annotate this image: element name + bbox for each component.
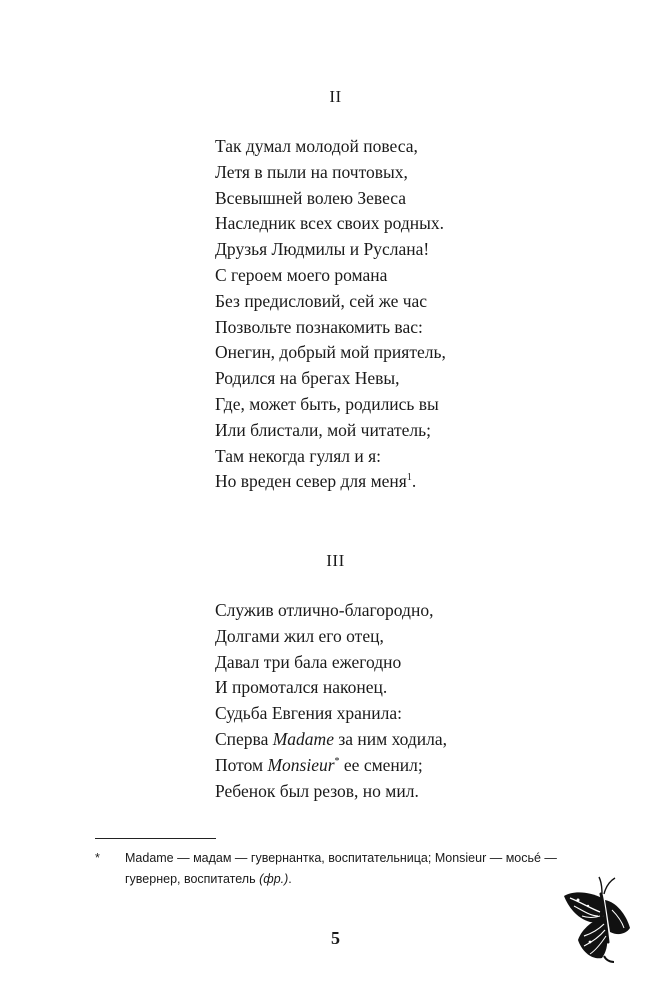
verse-line (215, 753, 447, 779)
footnote-text (95, 848, 615, 890)
footnote-divider (95, 838, 216, 839)
verse-line (215, 444, 446, 470)
verse-text: Друзья Людмилы и Руслана! (215, 239, 430, 260)
stanza-2 (215, 134, 446, 495)
verse-text: С героем моего романа (215, 264, 388, 285)
verse-text: Давал три бала ежегодно (215, 651, 402, 672)
verse-text: Служив отлично-благородно, (215, 600, 434, 620)
footnote (95, 848, 615, 890)
verse-text: Летя в пыли на почтовых, (215, 161, 408, 182)
verse-line (215, 650, 447, 676)
verse-line (215, 418, 446, 444)
page-number: 5 (331, 928, 340, 948)
verse-text: Там некогда гулял и я: (215, 445, 382, 466)
verse-line (215, 134, 446, 160)
verse-line (215, 598, 447, 624)
verse-text: Сперва (215, 728, 273, 749)
verse-text: Родился на брегах Невы, (215, 368, 400, 389)
verse-text: Онегин, добрый мой приятель, (215, 342, 446, 363)
verse-line (215, 779, 447, 805)
verse-text: Долгами жил его отец, (215, 625, 384, 646)
verse-line (215, 469, 446, 495)
footnote-text-main: Madame — мадам — гувернантка, воспитательница; Monsieur — мосьé — гувернер, воспитатель (125, 851, 557, 886)
verse-italic: Monsieur (267, 754, 335, 775)
verse-line (215, 366, 446, 392)
footnote-end: . (288, 872, 292, 886)
stanza-number: II (329, 87, 342, 106)
butterfly-icon (560, 876, 635, 964)
verse-text: Позвольте познакомить вас: (215, 316, 423, 337)
verse-line (215, 624, 447, 650)
stanza-3 (215, 598, 447, 804)
verse-text: Или блистали, мой читатель; (215, 419, 431, 440)
verse-line (215, 701, 447, 727)
footnote-mark: * (95, 851, 100, 865)
verse-text-rest: за ним ходила, (333, 728, 448, 749)
verse-text: Так думал молодой повеса, (215, 136, 418, 156)
verse-text-rest: ее сменил; (339, 754, 423, 775)
verse-text: И промотался наконец. (215, 677, 388, 698)
verse-text: Судьба Евгения хранила: (215, 703, 402, 724)
verse-line (215, 727, 447, 753)
verse-text: Где, может быть, родились вы (215, 393, 439, 414)
verse-line (215, 237, 446, 263)
verse-italic: Madame (272, 728, 334, 749)
verse-line (215, 263, 446, 289)
verse-line (215, 186, 446, 212)
verse-text: Потом (215, 754, 268, 775)
footnote-language-tag: (фр.) (259, 872, 289, 886)
stanza-number: III (326, 551, 345, 570)
verse-line (215, 340, 446, 366)
verse-text: Наследник всех своих родных. (215, 213, 445, 234)
footnote-ref: 1 (406, 472, 412, 484)
verse-line (215, 160, 446, 186)
verse-end: . (411, 471, 417, 492)
verse-text: Без предисловий, сей же час (215, 290, 428, 311)
verse-line (215, 675, 447, 701)
verse-line (215, 289, 446, 315)
verse-line (215, 392, 446, 418)
verse-text: Всевышней волею Зевеса (215, 187, 407, 208)
verse-line (215, 315, 446, 341)
footnote-ref: * (334, 755, 340, 767)
verse-text: Ребенок был резов, но мил. (215, 780, 419, 801)
verse-line (215, 211, 446, 237)
verse-text: Но вреден север для меня (215, 471, 407, 492)
